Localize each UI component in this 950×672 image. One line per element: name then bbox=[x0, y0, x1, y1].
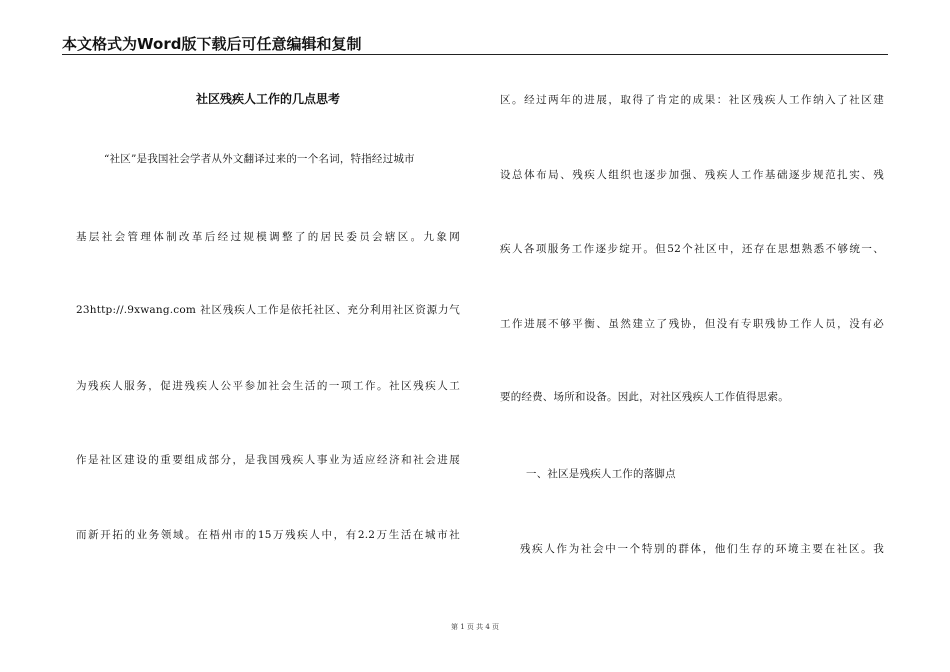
paragraph-line: “社区”是我国社会学者从外文翻译过来的一个名词，特指经过城市 bbox=[104, 153, 415, 165]
article-title: 社区残疾人工作的几点思考 bbox=[195, 92, 340, 106]
header-title: 本文格式为Word版下载后可任意编辑和复制 bbox=[62, 35, 362, 53]
page-header bbox=[62, 34, 888, 56]
paragraph-line: 疾人各项服务工作逐步绽开。但52个社区中，还存在思想熟悉不够统一、 bbox=[500, 243, 884, 255]
paragraph-line: 区。经过两年的进展，取得了肯定的成果：社区残疾人工作纳入了社区建 bbox=[500, 94, 884, 106]
paragraph-line: 为残疾人服务，促进残疾人公平参加社会生活的一项工作。社区残疾人工 bbox=[76, 380, 460, 392]
paragraph-line: 而新开拓的业务领域。在梧州市的15万残疾人中，有2.2万生活在城市社 bbox=[76, 529, 460, 541]
paragraph-line: 要的经费、场所和设备。因此，对社区残疾人工作值得思索。 bbox=[500, 391, 789, 403]
paragraph-line: 设总体布局、残疾人组织也逐步加强、残疾人工作基础逐步规范扎实、残 bbox=[500, 169, 884, 181]
section-heading: 一、社区是残疾人工作的落脚点 bbox=[526, 468, 676, 480]
paragraph-line: 基层社会管理体制改革后经过规模调整了的居民委员会辖区。九象网 bbox=[76, 231, 460, 243]
paragraph-line: 23http://.9xwang.com 社区残疾人工作是依托社区、充分利用社区资源力气 bbox=[76, 304, 460, 316]
page-number: 第 1 页 共 4 页 bbox=[450, 623, 500, 631]
header-divider bbox=[62, 54, 888, 55]
paragraph-line: 作是社区建设的重要组成部分，是我国残疾人事业为适应经济和社会进展 bbox=[76, 454, 460, 466]
paragraph-line: 工作进展不够平衡、虽然建立了残协，但没有专职残协工作人员，没有必 bbox=[500, 318, 884, 330]
paragraph-line: 残疾人作为社会中一个特别的群体，他们生存的环境主要在社区。我 bbox=[520, 543, 884, 555]
